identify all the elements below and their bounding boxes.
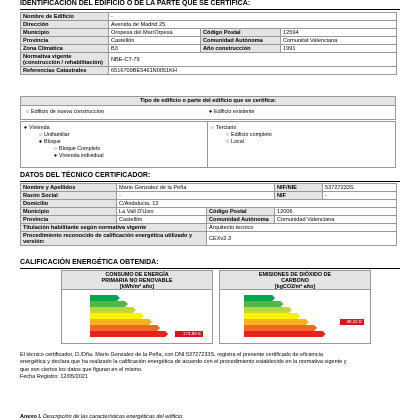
emissions-value-marker: 38,32 E [340, 319, 364, 325]
full-name-value: Mario Gonzalez de la Peña [117, 184, 275, 192]
company-nif-value: - [323, 192, 397, 200]
option-terciario: ○ Terciario [210, 125, 237, 131]
scale-bar-b [90, 301, 128, 307]
municipality-value: Oropesa del Mar/Orpesa [109, 29, 201, 37]
domicile-label: Domicilio [21, 200, 117, 208]
company-name-label: Razón Social [21, 192, 117, 200]
annex-note: Anexo I. Descripción de las características energéticas del edificio. [20, 414, 184, 420]
scale-bar-c [244, 307, 292, 313]
scale-bar-b [244, 301, 284, 307]
postal-code-value: 12594 [281, 29, 397, 37]
scale-bar-a [90, 295, 120, 301]
certifier-postal-label: Código Postal [207, 208, 275, 216]
municipality-label: Municipio [21, 29, 109, 37]
section-divider [20, 268, 400, 269]
climate-zone-value: B3 [109, 45, 201, 53]
building-type-box [20, 96, 396, 120]
option-vivienda: ● Vivienda [23, 125, 50, 131]
scale-bar-e [244, 319, 309, 325]
certifier-table [20, 183, 397, 246]
filled-circle-icon: ● [23, 125, 28, 131]
use-type-box [20, 121, 396, 168]
building-table [20, 12, 397, 75]
domicile-value: C/Andalucia, 12 [117, 200, 397, 208]
province-label: Provincia [21, 37, 109, 45]
procedure-value: CEXv2.3 [207, 232, 397, 246]
certifier-province-value: Castellón [117, 216, 207, 224]
emissions-scale [244, 295, 364, 341]
qualification-value: Arquitecto tecnico [207, 224, 397, 232]
certifier-municipality-value: La Vall D'Uixo [117, 208, 207, 216]
option-bloque-completo: ○ Bloque Completo [53, 146, 101, 152]
option-new-building: ○ Edificio de nueva construccion [25, 109, 104, 115]
certifier-postal-value: 12006 [275, 208, 397, 216]
scale-bar-a [244, 295, 275, 301]
company-name-value: - [117, 192, 275, 200]
cadastral-label: Referencias Catastrales [21, 67, 109, 75]
scale-bar-e [90, 319, 152, 325]
certifier-community-value: Comunidad Valenciana [275, 216, 397, 224]
scale-bar-d [90, 313, 144, 319]
qualification-label: Titulación habilitante según normativa vigente [21, 224, 207, 232]
section-divider [20, 9, 400, 10]
scale-bar-c [90, 307, 136, 313]
certifier-municipality-label: Municipio [21, 208, 117, 216]
option-local: ○ Local [225, 139, 244, 145]
province-value: Castellón [109, 37, 201, 45]
building-name-value: - [109, 13, 397, 21]
section-title-building: IDENTIFICACIÓN DEL EDIFICIO O DE LA PARTE QUE SE CERTIFICA: [20, 0, 251, 7]
energy-value-marker: 173,86 E [175, 331, 203, 337]
company-nif-label: NIF [275, 192, 323, 200]
option-edificio-completo: ○ Edificio completo [225, 132, 272, 138]
nif-label: NIF/NIE [275, 184, 323, 192]
hollow-circle-icon: ○ [225, 132, 230, 138]
building-name-label: Nombre de Edificio [21, 13, 109, 21]
building-type-header: Tipo de edificio o parte del edificio que se certifica: [21, 97, 395, 106]
construction-year-label: Año construcción [201, 45, 281, 53]
climate-zone-label: Zona Climática [21, 45, 109, 53]
emissions-header: EMISIONES DE DIÓXIDO DE CARBONO [kgCO2/m² año] [220, 271, 370, 290]
section-title-certifier: DATOS DEL TÉCNICO CERTIFICADOR: [20, 172, 151, 179]
regulation-value: NBE-CT-79 [109, 53, 397, 67]
hollow-circle-icon: ○ [25, 109, 30, 115]
scale-bar-g [90, 331, 168, 337]
community-label: Comunidad Autónoma [201, 37, 281, 45]
hollow-circle-icon: ○ [210, 125, 215, 131]
filled-circle-icon: ● [53, 153, 58, 159]
scale-bar-d [244, 313, 300, 319]
address-label: Dirección [21, 21, 109, 29]
procedure-label: Procedimiento reconocido de calificación energética utilizado y versión: [21, 232, 207, 246]
scale-bar-f [244, 325, 317, 331]
construction-year-value: 1991 [281, 45, 397, 53]
scale-bar-f [90, 325, 160, 331]
cadastral-value: 6516709BE5461N0051KH [109, 67, 397, 75]
primary-energy-panel [61, 270, 213, 344]
hollow-circle-icon: ○ [225, 139, 230, 145]
primary-energy-header: CONSUMO DE ENERGÍA PRIMARIA NO RENOVABLE [kWh/m² año] [62, 271, 212, 290]
hollow-circle-icon: ○ [53, 146, 58, 152]
energy-scale [90, 295, 205, 341]
nif-value: 53727233S [323, 184, 397, 192]
full-name-label: Nombre y Apellidos [21, 184, 117, 192]
option-unifamiliar: ○ Unifamiliar [38, 132, 70, 138]
section-title-rating: CALIFICACIÓN ENERGÉTICA OBTENIDA: [20, 259, 159, 266]
filled-circle-icon: ● [208, 109, 213, 115]
regulation-label: Normativa vigente (construcción / rehabilitación) [21, 53, 109, 67]
section-divider [20, 181, 400, 182]
hollow-circle-icon: ○ [38, 132, 43, 138]
column-divider [207, 122, 208, 167]
certifier-community-label: Comunidad Autónoma [207, 216, 275, 224]
emissions-panel [219, 270, 371, 344]
filled-circle-icon: ● [38, 139, 43, 145]
postal-code-label: Código Postal [201, 29, 281, 37]
scale-bar-g [244, 331, 326, 337]
address-value: Avenida de Madrid 25 [109, 21, 397, 29]
community-value: Comunitat Valenciana [281, 37, 397, 45]
option-existing-building: ● Edificio existente [208, 109, 255, 115]
option-bloque: ● Bloque [38, 139, 61, 145]
declaration-text: El técnico certificador, D./Dña. Mario Gonzalez de la Peña, con DNI 53727233S, registra el presente certificado de eficiencia energética y declara que ha realizado la calificación energética de acuerdo con el procedimiento establecido en la normativa vigente y que son ciertos los datos que figuran en el mismo. Fecha Registro: 12/05/2021 [20, 352, 347, 380]
option-vivienda-individual: ● Vivienda individual [53, 153, 104, 159]
certifier-province-label: Provincia [21, 216, 117, 224]
